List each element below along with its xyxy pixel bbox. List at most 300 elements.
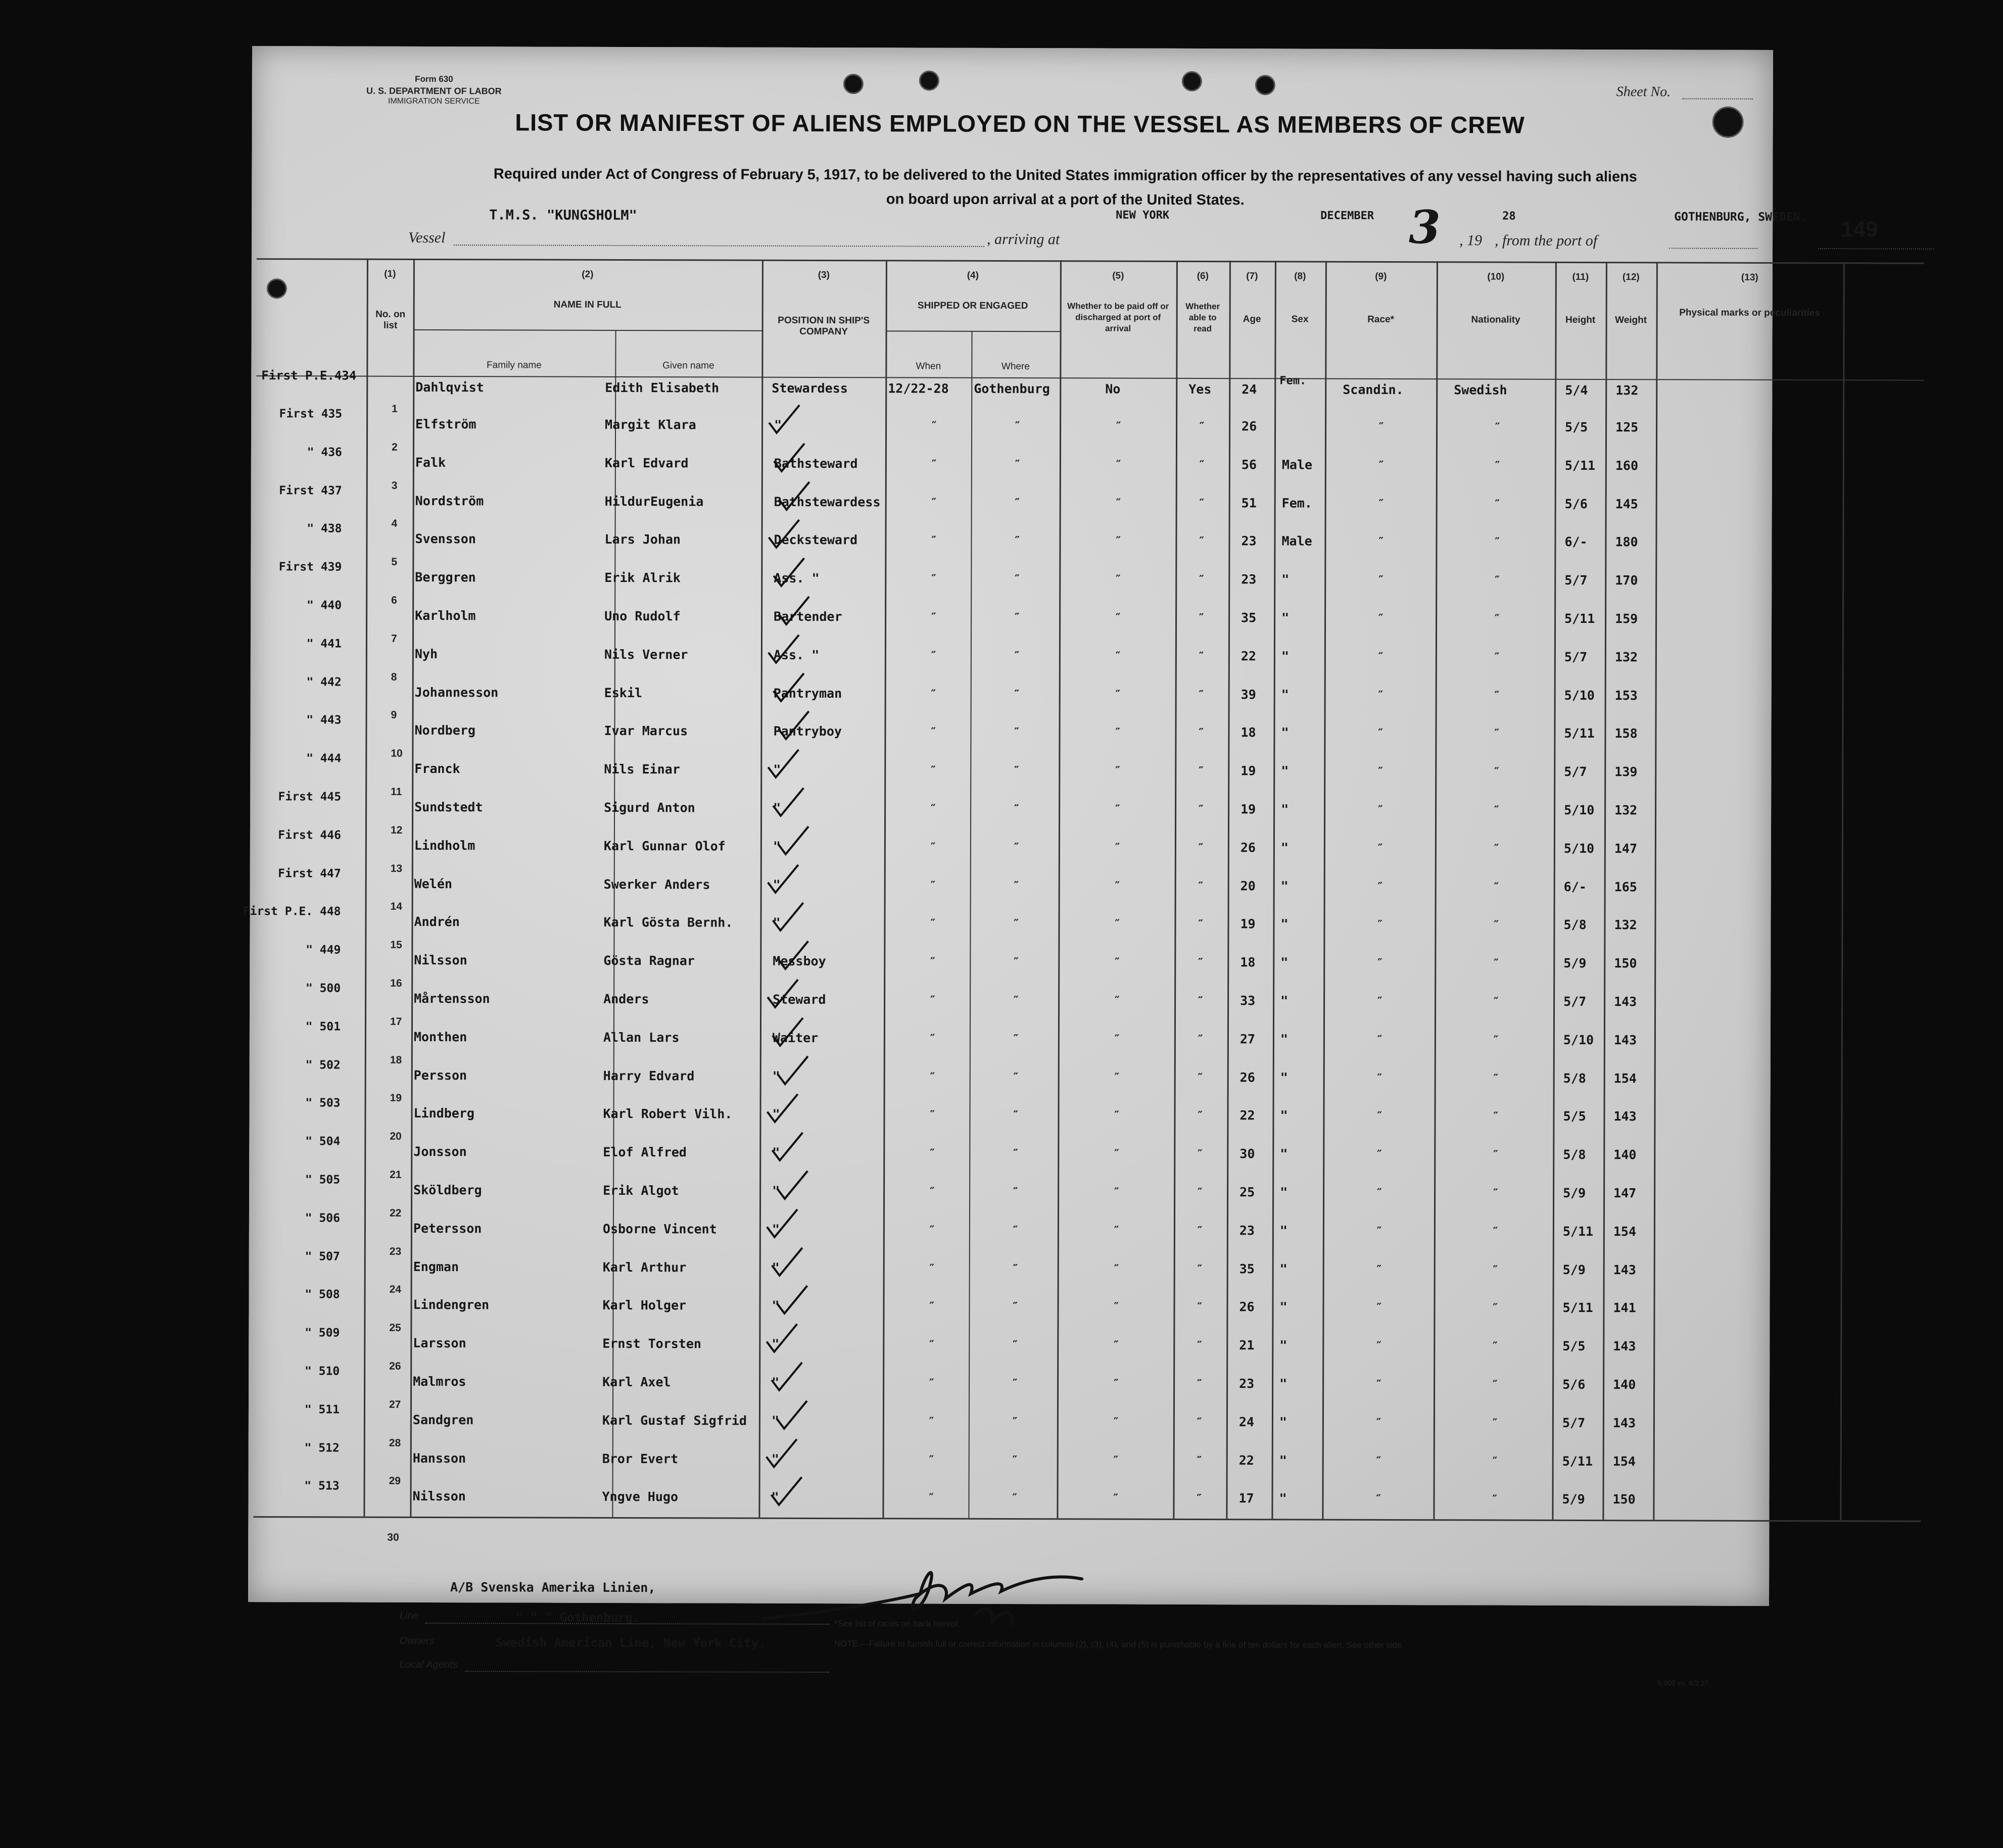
row-height: 5/11 xyxy=(1562,1300,1593,1316)
row-sex: " xyxy=(1281,687,1289,702)
row-position: " xyxy=(773,762,781,777)
row-sex: " xyxy=(1279,1376,1287,1391)
ditto-mark: ″ xyxy=(1197,1071,1204,1084)
ditto-mark: ″ xyxy=(1012,1339,1019,1352)
ditto-mark: ″ xyxy=(1014,573,1021,586)
ditto-mark: ″ xyxy=(1197,1148,1204,1161)
ditto-mark: ″ xyxy=(928,1224,936,1237)
ditto-mark: ″ xyxy=(1113,1377,1120,1390)
row-family-name: Sandgren xyxy=(412,1412,474,1428)
row-sex: " xyxy=(1281,572,1290,587)
row-position: Steward xyxy=(773,992,826,1007)
row-line-number: 11 xyxy=(391,786,402,798)
row-family-name: Mårtensson xyxy=(414,991,490,1006)
ditto-mark: ″ xyxy=(929,1185,936,1198)
ditto-mark: ″ xyxy=(930,534,937,548)
row-position: " xyxy=(772,1222,780,1237)
check-mark-icon xyxy=(764,1322,799,1357)
row-height: 5/7 xyxy=(1564,764,1587,780)
punch-hole xyxy=(1255,75,1275,95)
row-age: 51 xyxy=(1241,495,1257,510)
ditto-mark: ″ xyxy=(1376,880,1384,893)
row-position: " xyxy=(771,1413,780,1428)
ditto-mark: ″ xyxy=(1013,803,1020,816)
row-height: 5/7 xyxy=(1563,994,1587,1009)
ditto-mark: ″ xyxy=(1197,1186,1204,1199)
row-line-number: 23 xyxy=(389,1245,402,1257)
row-height: 5/11 xyxy=(1564,458,1596,473)
row-position: Bartender xyxy=(774,609,842,624)
row-sex: " xyxy=(1279,1415,1287,1430)
row-line-number: 16 xyxy=(390,977,402,989)
ditto-mark: ″ xyxy=(929,994,936,1007)
col-height: Height xyxy=(1565,314,1596,326)
row-given-name: Ernst Torsten xyxy=(602,1336,702,1351)
ditto-mark: ″ xyxy=(1114,764,1121,777)
ditto-mark: ″ xyxy=(1377,497,1385,510)
row-sex: Male xyxy=(1281,533,1312,549)
col-11-number: (11) xyxy=(1572,271,1589,282)
row-weight: 132 xyxy=(1614,917,1637,933)
row-position: " xyxy=(773,877,781,892)
row-height: 6/- xyxy=(1564,534,1588,550)
column-rule xyxy=(1271,261,1276,1519)
page-number: 149 xyxy=(1841,217,1878,242)
row-given-name: Ivar Marcus xyxy=(604,723,688,739)
row-position: " xyxy=(772,1336,780,1351)
row-margin-number: " 449 xyxy=(306,943,341,957)
check-mark-icon xyxy=(770,900,805,936)
row-height: 5/8 xyxy=(1563,917,1587,933)
ditto-mark: ″ xyxy=(1014,458,1021,471)
row-sex: " xyxy=(1280,1069,1288,1085)
arrival-month: DECEMBER xyxy=(1320,209,1374,222)
ditto-mark: ″ xyxy=(1112,1416,1120,1429)
ditto-mark: ″ xyxy=(1375,1225,1383,1238)
row-age: 27 xyxy=(1239,1031,1256,1047)
ditto-mark: ″ xyxy=(1013,688,1020,701)
ditto-mark: ″ xyxy=(1012,1377,1019,1390)
ditto-mark: ″ xyxy=(1492,1072,1499,1085)
row-line-number: 1 xyxy=(392,403,398,415)
row-height: 5/11 xyxy=(1564,611,1595,626)
row-line-number: 19 xyxy=(390,1092,402,1104)
col-given-name: Given name xyxy=(662,360,714,371)
row-height: 5/7 xyxy=(1564,649,1588,664)
row-margin-number: " 506 xyxy=(305,1211,340,1225)
row-weight: 154 xyxy=(1613,1071,1637,1086)
ditto-mark: ″ xyxy=(1377,536,1385,549)
column-rule xyxy=(1602,262,1607,1520)
ditto-mark: ″ xyxy=(1113,1033,1121,1046)
row-family-name: Welén xyxy=(414,876,453,891)
col-no-on-list: No. on list xyxy=(375,309,406,331)
row-height: 5/6 xyxy=(1562,1377,1586,1392)
ditto-mark: ″ xyxy=(1115,420,1122,433)
row-line-number: 8 xyxy=(391,671,397,683)
column-rule xyxy=(968,331,972,1518)
ditto-mark: ″ xyxy=(1492,1340,1499,1353)
ditto-mark: ″ xyxy=(929,1147,936,1160)
ditto-mark: ″ xyxy=(1492,1263,1499,1277)
row-position: Waiter xyxy=(772,1030,819,1045)
ditto-mark: ″ xyxy=(1012,1224,1019,1237)
ditto-mark: ″ xyxy=(1012,1109,1019,1122)
col-race: Race* xyxy=(1367,314,1395,325)
subtitle-line-2: on board upon arrival at a port of the United States. xyxy=(886,191,1245,209)
ditto-mark: ″ xyxy=(1377,650,1385,663)
ditto-mark: ″ xyxy=(1011,1453,1018,1467)
row-height: 5/10 xyxy=(1564,688,1595,703)
ditto-mark: ″ xyxy=(1198,573,1205,587)
first-row-given: Edith Elisabeth xyxy=(605,380,720,396)
row-age: 19 xyxy=(1240,916,1256,932)
col-weight: Weight xyxy=(1615,315,1647,326)
ditto-mark: ″ xyxy=(1493,918,1500,932)
row-height: 5/10 xyxy=(1563,841,1595,856)
first-row-margin: First P.E.434 xyxy=(261,368,357,383)
col-paid-off: Whether to be paid off or discharged at port of arrival xyxy=(1067,301,1169,333)
check-mark-icon xyxy=(765,1207,800,1242)
ditto-mark: ″ xyxy=(1376,995,1384,1008)
ditto-mark: ″ xyxy=(1198,611,1205,625)
row-age: 18 xyxy=(1241,725,1256,740)
ditto-mark: ″ xyxy=(1376,957,1384,970)
ditto-mark: ″ xyxy=(1376,1110,1383,1123)
row-position: " xyxy=(772,1298,780,1314)
column-rule xyxy=(882,260,887,1518)
ditto-mark: ″ xyxy=(1492,1148,1499,1161)
row-age: 19 xyxy=(1241,802,1256,817)
ditto-mark: ″ xyxy=(1491,1417,1499,1430)
row-weight: 147 xyxy=(1614,841,1638,856)
row-age: 23 xyxy=(1239,1223,1255,1238)
row-line-number: 26 xyxy=(389,1360,401,1372)
row-position: " xyxy=(773,915,781,931)
punch-hole xyxy=(1712,107,1744,138)
row-family-name: Nordberg xyxy=(414,723,475,738)
col-position: POSITION IN SHIP'S COMPANY xyxy=(778,315,870,337)
vessel-label: Vessel xyxy=(408,229,446,247)
table-top-border xyxy=(257,258,1924,264)
row-given-name: Osborne Vincent xyxy=(602,1221,717,1237)
row-sex: " xyxy=(1280,916,1289,932)
row-family-name: Jonsson xyxy=(413,1144,467,1159)
shipped-subheader-rule xyxy=(886,330,1060,332)
ditto-mark: ″ xyxy=(1494,536,1501,549)
check-mark-icon xyxy=(771,786,806,821)
check-mark-icon xyxy=(764,1436,799,1472)
row-age: 20 xyxy=(1240,878,1256,893)
ditto-mark: ″ xyxy=(1376,842,1384,855)
ditto-mark: ″ xyxy=(1377,612,1385,625)
company-name: A/B Svenska Amerika Linien, xyxy=(450,1580,656,1595)
check-mark-icon xyxy=(770,1130,805,1165)
ditto-mark: ″ xyxy=(1375,1493,1382,1506)
row-sex: " xyxy=(1281,763,1289,779)
row-weight: 150 xyxy=(1612,1492,1636,1507)
ditto-mark: ″ xyxy=(1114,650,1122,663)
ditto-mark: ″ xyxy=(1113,1300,1120,1314)
col-when: When xyxy=(916,361,941,372)
ditto-mark: ″ xyxy=(928,1491,935,1505)
row-height: 5/7 xyxy=(1562,1415,1586,1430)
first-row-family: Dahlqvist xyxy=(415,379,484,395)
ditto-mark: ″ xyxy=(1012,1262,1019,1275)
row-family-name: Larsson xyxy=(413,1336,466,1351)
row-sex: " xyxy=(1279,1223,1288,1238)
row-margin-number: First 439 xyxy=(278,560,342,574)
ditto-mark: ″ xyxy=(1196,1454,1203,1467)
col-13-number: (13) xyxy=(1741,272,1758,283)
row-sex: " xyxy=(1279,1338,1287,1353)
table-bottom-border xyxy=(253,1516,1921,1522)
ditto-mark: ″ xyxy=(1196,1224,1204,1237)
row-given-name: Harry Edvard xyxy=(603,1068,695,1083)
row-age: 24 xyxy=(1238,1414,1255,1430)
row-given-name: Eskil xyxy=(604,685,642,700)
col-shipped: SHIPPED OR ENGAGED xyxy=(917,300,1028,312)
row-weight: 143 xyxy=(1612,1415,1636,1431)
ditto-mark: ″ xyxy=(1013,764,1020,777)
row-weight: 154 xyxy=(1613,1224,1637,1239)
ditto-mark: ″ xyxy=(1376,1186,1383,1199)
row-given-name: Karl Gösta Bernh. xyxy=(603,915,733,930)
row-weight: 147 xyxy=(1613,1186,1637,1201)
ditto-mark: ″ xyxy=(1376,1072,1383,1085)
row-weight: 159 xyxy=(1615,611,1638,626)
row-sex: " xyxy=(1281,725,1289,740)
ditto-mark: ″ xyxy=(1012,1186,1019,1199)
ditto-mark: ″ xyxy=(1014,496,1021,509)
row-height: 5/5 xyxy=(1563,1109,1586,1124)
row-height: 6/- xyxy=(1563,879,1587,894)
ditto-mark: ″ xyxy=(929,841,937,854)
row-age: 23 xyxy=(1239,1376,1255,1391)
row-sex: Fem. xyxy=(1281,495,1312,511)
row-height: 5/5 xyxy=(1562,1339,1586,1354)
row-position: " xyxy=(774,417,782,432)
column-rule xyxy=(1322,261,1327,1519)
ditto-mark: ″ xyxy=(1115,534,1122,548)
ditto-mark: ″ xyxy=(1493,651,1501,664)
row-margin-number: First 445 xyxy=(278,790,342,804)
row-height: 5/9 xyxy=(1562,1492,1585,1507)
print-code: 5,000 ex. 4/3 27. xyxy=(1657,1679,1710,1687)
ditto-mark: ″ xyxy=(1197,994,1204,1008)
col-nationality: Nationality xyxy=(1471,314,1520,325)
col-where: Where xyxy=(1001,361,1030,372)
row-weight: 150 xyxy=(1614,956,1637,971)
row-sex: " xyxy=(1280,1185,1288,1200)
row-position: " xyxy=(772,1183,780,1198)
races-note: *See list of races on back hereof. xyxy=(834,1619,961,1629)
row-family-name: Lindholm xyxy=(414,838,475,853)
row-family-name: Sundstedt xyxy=(414,799,483,815)
ditto-mark: ″ xyxy=(1493,727,1500,740)
col-12-number: (12) xyxy=(1622,272,1640,283)
row-position: " xyxy=(773,839,781,854)
port-from-line xyxy=(1669,248,1757,249)
row-age: 22 xyxy=(1238,1452,1254,1468)
row-line-number: 18 xyxy=(390,1054,402,1066)
row-weight: 160 xyxy=(1615,458,1639,473)
row-position: " xyxy=(772,1145,780,1160)
ditto-mark: ″ xyxy=(1197,918,1204,931)
line-label: Line xyxy=(399,1610,419,1621)
row-age: 56 xyxy=(1241,457,1257,472)
ditto-mark: ″ xyxy=(1377,765,1384,779)
ditto-mark: ″ xyxy=(1115,458,1122,471)
row-sex: " xyxy=(1279,1299,1287,1315)
check-mark-icon xyxy=(776,709,811,744)
row-position: " xyxy=(773,800,781,815)
row-weight: 145 xyxy=(1615,496,1638,511)
row-margin-number: " 436 xyxy=(307,446,342,459)
row-weight: 153 xyxy=(1614,688,1638,703)
row-family-name: Lindengren xyxy=(413,1297,490,1312)
ditto-mark: ″ xyxy=(1112,1492,1119,1505)
check-mark-icon xyxy=(776,824,811,859)
ditto-mark: ″ xyxy=(1013,726,1020,739)
column-rule xyxy=(363,259,368,1517)
vessel-line xyxy=(454,245,984,247)
row-age: 23 xyxy=(1241,533,1257,549)
row-position: Pantryman xyxy=(773,686,842,701)
row-age: 22 xyxy=(1241,648,1257,664)
row-family-name: Franck xyxy=(414,761,460,776)
row-margin-number: " 508 xyxy=(305,1288,340,1301)
first-row-height: 5/4 xyxy=(1565,382,1588,398)
first-row-weight: 132 xyxy=(1615,383,1639,398)
page-number-line xyxy=(1818,248,1934,250)
row-line-number: 3 xyxy=(391,479,398,492)
first-row-position: Stewardess xyxy=(772,380,848,396)
ditto-mark: ″ xyxy=(1493,842,1500,855)
name-subheader-rule xyxy=(413,329,762,331)
ditto-mark: ″ xyxy=(1198,803,1205,816)
ditto-mark: ″ xyxy=(1012,1071,1019,1084)
row-sex: " xyxy=(1280,1032,1288,1047)
col-7-number: (7) xyxy=(1246,271,1258,282)
row-margin-number: " 442 xyxy=(306,675,342,689)
row-family-name: Hansson xyxy=(412,1450,466,1466)
row-weight: 143 xyxy=(1613,1109,1637,1124)
owners-value: Swedish American Line, New York City. xyxy=(495,1635,766,1650)
row-line-number: 7 xyxy=(391,633,397,645)
col-age: Age xyxy=(1243,314,1261,325)
col-6-number: (6) xyxy=(1197,270,1209,282)
row-position: Decksteward xyxy=(774,532,858,548)
row-weight: 125 xyxy=(1615,420,1639,435)
col-10-number: (10) xyxy=(1487,271,1505,282)
row-given-name: HildurEugenia xyxy=(604,494,704,509)
row-margin-number: " 512 xyxy=(304,1441,340,1455)
row-line-number: 22 xyxy=(389,1207,402,1219)
row-age: 30 xyxy=(1239,1146,1255,1161)
ditto-mark: ″ xyxy=(930,725,937,739)
check-mark-icon xyxy=(775,1169,810,1204)
penalty-note: NOTE.—Failure to furnish full or correct information in columns (2), (3), (4), and (5) is punishable by a fine of ten dollars for each alien. See other side. xyxy=(834,1639,1404,1650)
row-given-name: Lars Johan xyxy=(604,532,681,547)
ditto-mark: ″ xyxy=(1011,1415,1019,1428)
row-line-number: 10 xyxy=(391,747,403,760)
check-mark-icon xyxy=(770,1245,805,1280)
row-weight: 140 xyxy=(1613,1377,1636,1392)
row-age: 26 xyxy=(1242,419,1257,434)
row-weight: 143 xyxy=(1613,1262,1636,1277)
table-header-border xyxy=(256,375,1924,381)
row-sex: " xyxy=(1280,993,1289,1008)
row-margin-number: " 513 xyxy=(304,1479,340,1493)
ditto-mark: ″ xyxy=(1113,1109,1120,1122)
col-2-number: (2) xyxy=(582,269,594,280)
row-margin-number: First 435 xyxy=(279,407,343,421)
check-mark-icon xyxy=(776,594,812,629)
ditto-mark: ″ xyxy=(1375,1416,1382,1429)
ditto-mark: ″ xyxy=(1493,995,1500,1008)
row-margin-number: First 447 xyxy=(278,866,341,881)
row-age: 26 xyxy=(1239,1299,1255,1315)
ditto-mark: ″ xyxy=(1114,994,1121,1007)
row-margin-number: First 437 xyxy=(279,483,342,498)
row-sex: " xyxy=(1281,649,1289,664)
row-margin-number: " 509 xyxy=(305,1326,340,1340)
ditto-mark: ″ xyxy=(929,879,936,892)
row-margin-number: First 446 xyxy=(278,829,341,842)
ditto-mark: ″ xyxy=(1197,956,1204,969)
ditto-mark: ″ xyxy=(1492,1301,1499,1315)
ditto-mark: ″ xyxy=(1013,917,1020,931)
ditto-mark: ″ xyxy=(1375,1340,1382,1353)
ditto-mark: ″ xyxy=(1377,803,1384,816)
first-row-when: 12/22-28 xyxy=(888,381,949,396)
row-weight: 141 xyxy=(1613,1300,1636,1316)
row-sex: Male xyxy=(1281,457,1313,472)
ditto-mark: ″ xyxy=(1198,726,1205,740)
row-height: 5/11 xyxy=(1562,1453,1593,1469)
row-line-number: 25 xyxy=(389,1322,401,1334)
row-sex: " xyxy=(1280,878,1289,894)
ditto-mark: ″ xyxy=(1493,765,1500,779)
ditto-mark: ″ xyxy=(1492,1378,1499,1391)
ditto-mark: ″ xyxy=(1013,841,1020,854)
ditto-mark: ″ xyxy=(928,1453,935,1467)
row-margin-number: " 500 xyxy=(305,982,341,995)
row-given-name: Elof Alfred xyxy=(603,1145,687,1160)
row-margin-number: First P.E. 448 xyxy=(243,905,341,918)
col-marks: Physical marks or peculiarities xyxy=(1679,307,1821,319)
col-3-number: (3) xyxy=(818,269,830,281)
row-line-number: 13 xyxy=(390,862,403,874)
ditto-mark: ″ xyxy=(1375,1454,1382,1468)
ditto-mark: ″ xyxy=(1114,956,1121,969)
ditto-mark: ″ xyxy=(1013,879,1020,892)
row-height: 5/10 xyxy=(1563,1032,1594,1047)
check-mark-icon xyxy=(774,1283,809,1319)
ditto-mark: ″ xyxy=(930,764,937,777)
row-line-number: 12 xyxy=(390,824,403,836)
agents-dotline xyxy=(465,1671,829,1673)
column-rule xyxy=(1057,260,1062,1518)
check-mark-icon xyxy=(772,441,807,476)
row-sex: " xyxy=(1279,1491,1287,1506)
row-margin-number: " 504 xyxy=(305,1135,341,1148)
check-mark-icon xyxy=(766,633,801,668)
ditto-mark: ″ xyxy=(928,1338,935,1351)
column-rule xyxy=(1433,261,1438,1519)
ditto-mark: ″ xyxy=(1492,1187,1499,1200)
